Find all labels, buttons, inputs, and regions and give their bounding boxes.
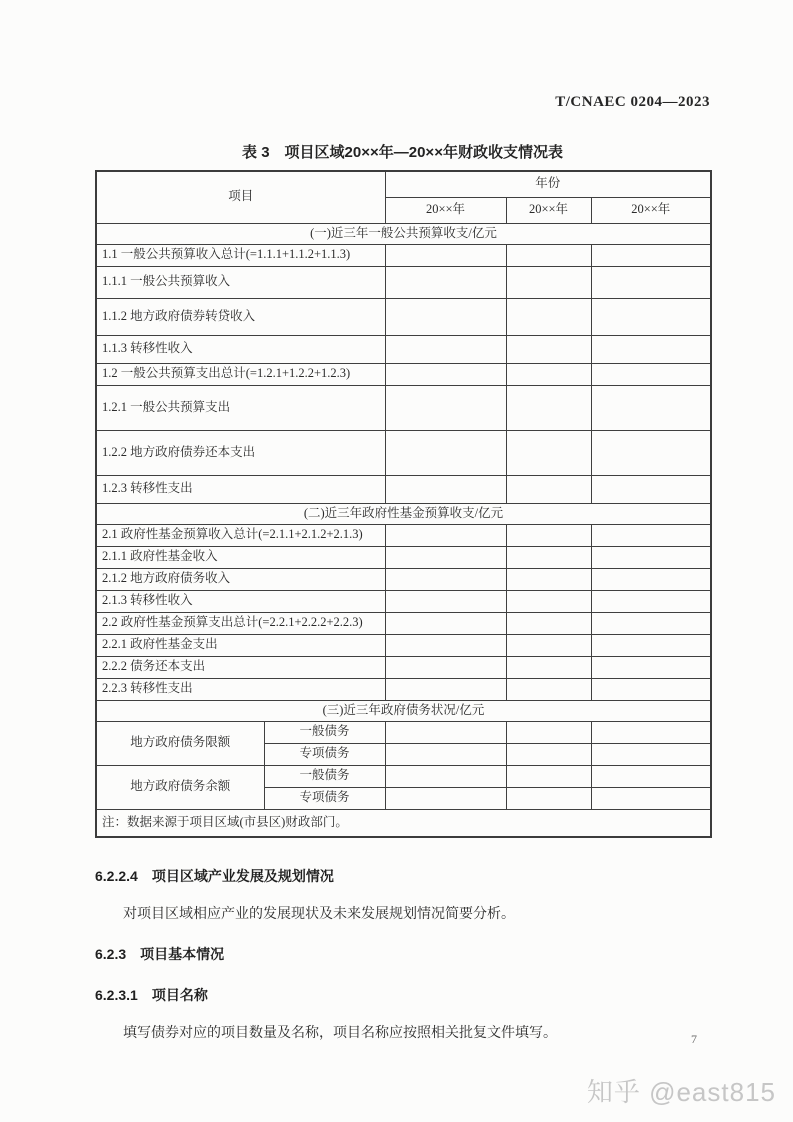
year-cell <box>385 244 506 266</box>
year-cell <box>385 743 506 765</box>
year-cell <box>506 678 591 700</box>
table-title: 表 3 项目区域20××年—20××年财政收支情况表 <box>242 144 563 161</box>
year-cell <box>591 634 711 656</box>
subitem-label: 2.1.3 转移性收入 <box>96 590 385 612</box>
year-cell <box>506 244 591 266</box>
doc-code: T/CNAEC 0204—2023 <box>555 94 710 110</box>
subitem-label: 1.1.2 地方政府债券转贷收入 <box>96 298 385 335</box>
debt-sub-label: 专项债务 <box>264 787 385 809</box>
year-cell <box>591 298 711 335</box>
section-header: (二)近三年政府性基金预算收支/亿元 <box>96 503 711 524</box>
year-cell <box>385 385 506 430</box>
year-cell <box>385 765 506 787</box>
year-cell <box>385 546 506 568</box>
debt-sub-label: 一般债务 <box>264 765 385 787</box>
subitem-label: 1.1.3 转移性收入 <box>96 335 385 363</box>
year-header: 20××年 <box>385 197 506 223</box>
year-cell <box>506 298 591 335</box>
heading-number: 6.2.3.1 <box>95 987 138 1003</box>
year-cell <box>506 546 591 568</box>
year-cell <box>591 266 711 298</box>
subitem-label: 1.1.1 一般公共预算收入 <box>96 266 385 298</box>
year-cell <box>591 787 711 809</box>
year-cell <box>506 475 591 503</box>
year-cell <box>506 765 591 787</box>
heading-title: 项目区域产业发展及规划情况 <box>151 868 334 884</box>
year-cell <box>591 656 711 678</box>
year-cell <box>591 590 711 612</box>
item-column-header: 项目 <box>96 171 385 223</box>
heading-number: 6.2.3 <box>95 946 127 962</box>
fiscal-table <box>95 170 712 838</box>
year-cell <box>506 656 591 678</box>
year-group-header: 年份 <box>385 171 711 197</box>
year-cell <box>591 678 711 700</box>
year-cell <box>385 363 506 385</box>
year-cell <box>385 524 506 546</box>
subitem-label: 2.2.1 政府性基金支出 <box>96 634 385 656</box>
watermark: 知乎 @east815 <box>586 1077 776 1107</box>
year-cell <box>591 612 711 634</box>
year-cell <box>591 524 711 546</box>
table-note: 注：数据来源于项目区域(市县区)财政部门。 <box>96 809 711 837</box>
heading-title: 项目基本情况 <box>140 946 225 962</box>
subitem-label: 1.2.3 转移性支出 <box>96 475 385 503</box>
year-header: 20××年 <box>591 197 711 223</box>
section-heading-6231 <box>95 985 710 1005</box>
year-cell <box>385 787 506 809</box>
year-cell <box>591 743 711 765</box>
year-cell <box>385 475 506 503</box>
year-cell <box>591 385 711 430</box>
year-header: 20××年 <box>506 197 591 223</box>
heading-number: 6.2.2.4 <box>95 868 138 884</box>
debt-group-label: 地方政府债务限额 <box>96 721 264 765</box>
year-cell <box>506 721 591 743</box>
year-cell <box>506 787 591 809</box>
year-cell <box>385 266 506 298</box>
year-cell <box>385 590 506 612</box>
item-label: 1.1 一般公共预算收入总计(=1.1.1+1.1.2+1.1.3) <box>96 244 385 266</box>
section-header: (三)近三年政府债务状况/亿元 <box>96 700 711 721</box>
body-text <box>95 866 710 1042</box>
year-cell <box>385 678 506 700</box>
year-cell <box>385 634 506 656</box>
year-cell <box>591 568 711 590</box>
item-label: 2.1 政府性基金预算收入总计(=2.1.1+2.1.2+2.1.3) <box>96 524 385 546</box>
year-cell <box>385 298 506 335</box>
year-cell <box>591 546 711 568</box>
item-label: 1.2 一般公共预算支出总计(=1.2.1+1.2.2+1.2.3) <box>96 363 385 385</box>
year-cell <box>506 568 591 590</box>
year-cell <box>591 335 711 363</box>
year-cell <box>591 430 711 475</box>
year-cell <box>385 656 506 678</box>
year-cell <box>506 612 591 634</box>
year-cell <box>506 524 591 546</box>
subitem-label: 2.1.2 地方政府债务收入 <box>96 568 385 590</box>
debt-group-label: 地方政府债务余额 <box>96 765 264 809</box>
subitem-label: 2.1.1 政府性基金收入 <box>96 546 385 568</box>
year-cell <box>385 335 506 363</box>
year-cell <box>506 590 591 612</box>
year-cell <box>591 363 711 385</box>
year-cell <box>591 475 711 503</box>
subitem-label: 1.2.2 地方政府债券还本支出 <box>96 430 385 475</box>
subitem-label: 1.2.1 一般公共预算支出 <box>96 385 385 430</box>
debt-sub-label: 专项债务 <box>264 743 385 765</box>
section-header: (一)近三年一般公共预算收支/亿元 <box>96 223 711 244</box>
paragraph: 对项目区域相应产业的发展现状及未来发展规划情况简要分析。 <box>123 907 515 922</box>
year-cell <box>385 612 506 634</box>
year-cell <box>591 244 711 266</box>
year-cell <box>506 266 591 298</box>
year-cell <box>385 721 506 743</box>
item-label: 2.2 政府性基金预算支出总计(=2.2.1+2.2.2+2.2.3) <box>96 612 385 634</box>
section-heading-6224 <box>95 866 710 886</box>
subitem-label: 2.2.2 债务还本支出 <box>96 656 385 678</box>
year-cell <box>506 430 591 475</box>
year-cell <box>591 765 711 787</box>
subitem-label: 2.2.3 转移性支出 <box>96 678 385 700</box>
paragraph: 填写债券对应的项目数量及名称，项目名称应按照相关批复文件填写。 <box>123 1026 557 1041</box>
heading-title: 项目名称 <box>151 987 208 1003</box>
page-number: 7 <box>691 1032 697 1046</box>
year-cell <box>506 385 591 430</box>
year-cell <box>385 568 506 590</box>
debt-sub-label: 一般债务 <box>264 721 385 743</box>
year-cell <box>506 743 591 765</box>
year-cell <box>506 634 591 656</box>
year-cell <box>591 721 711 743</box>
year-cell <box>506 335 591 363</box>
year-cell <box>385 430 506 475</box>
section-heading-623 <box>95 944 710 964</box>
year-cell <box>506 363 591 385</box>
